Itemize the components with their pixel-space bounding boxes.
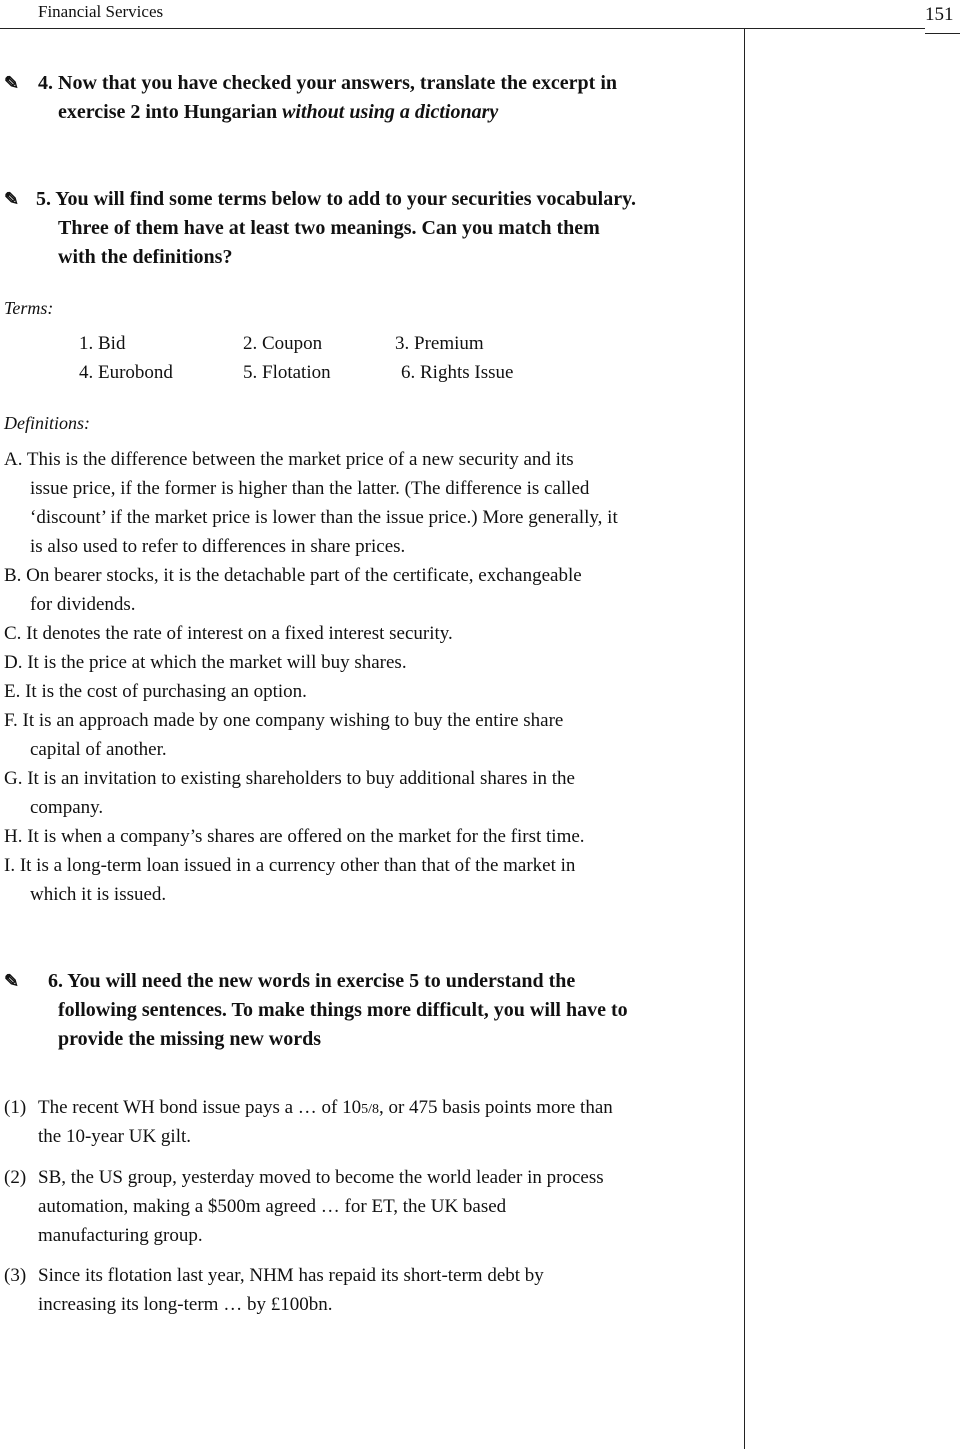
term-item: 1. Bid: [79, 333, 126, 354]
definition-line: issue price, if the former is higher than the latter. (The difference is called: [30, 478, 590, 499]
definition-line: A. This is the difference between the market price of a new security and its: [4, 449, 574, 470]
sentence-1-line-1: [38, 1097, 613, 1119]
definition-line: D. It is the price at which the market will buy shares.: [4, 652, 407, 673]
exercise-4-text-italic: without using a dictionary: [282, 101, 499, 123]
sentence-number: (1): [4, 1097, 27, 1118]
definition-line: B. On bearer stocks, it is the detachable part of the certificate, exchangeable: [4, 565, 582, 586]
sentence-2-line-3: manufacturing group.: [38, 1225, 203, 1246]
definitions-label: Definitions:: [4, 413, 90, 433]
definition-line: capital of another.: [30, 739, 167, 760]
definition-line: company.: [30, 797, 104, 818]
exercise-4-text: 4. Now that you have checked your answers, translate the excerpt in: [38, 72, 618, 94]
definition-line: ‘discount’ if the market price is lower than the issue price.) More generally, it: [30, 507, 618, 528]
definition-line: for dividends.: [30, 594, 136, 615]
exercise-5-text: 5. You will find some terms below to add to your securities vocabulary.: [36, 188, 636, 210]
sentence-3-line-1: Since its flotation last year, NHM has repaid its short-term debt by: [38, 1265, 544, 1286]
pencil-icon: ✎: [4, 73, 20, 93]
terms-label: Terms:: [4, 298, 54, 318]
page-number: 151: [925, 4, 954, 25]
exercise-6-line-2: following sentences. To make things more difficult, you will have to: [58, 999, 628, 1021]
term-item: 2. Coupon: [243, 333, 323, 354]
sentence-1-fraction: 5/8: [361, 1102, 379, 1117]
exercise-4-line-1: [4, 72, 617, 95]
pencil-icon: ✎: [4, 189, 20, 209]
header-rule: [0, 28, 925, 29]
header-title: Financial Services: [38, 2, 164, 21]
exercise-4-line-2: [58, 101, 498, 124]
exercise-6-line-1: [4, 970, 575, 993]
definition-line: G. It is an invitation to existing shareholders to buy additional shares in the: [4, 768, 575, 789]
definition-line: I. It is a long-term loan issued in a currency other than that of the market in: [4, 855, 576, 876]
pencil-icon: ✎: [4, 971, 20, 991]
sentence-3-line-2: increasing its long-term … by £100bn.: [38, 1294, 333, 1315]
definition-line: H. It is when a company’s shares are offered on the market for the first time.: [4, 826, 585, 847]
margin-rule: [744, 28, 745, 1449]
definition-line: which it is issued.: [30, 884, 167, 905]
term-item: 4. Eurobond: [79, 362, 173, 383]
term-item: 5. Flotation: [243, 362, 331, 383]
definition-line: F. It is an approach made by one company wishing to buy the entire share: [4, 710, 564, 731]
exercise-6-text: 6. You will need the new words in exercise 5 to understand the: [48, 970, 576, 992]
exercise-5-line-3: with the definitions?: [58, 246, 233, 268]
sentence-1-text-a: The recent WH bond issue pays a … of 10: [38, 1097, 362, 1118]
exercise-6-line-3: provide the missing new words: [58, 1028, 321, 1050]
exercise-4-text-plain: exercise 2 into Hungarian: [58, 101, 283, 123]
definition-line: is also used to refer to differences in share prices.: [30, 536, 406, 557]
header-rule-right: [925, 33, 960, 34]
term-item: 6. Rights Issue: [401, 362, 514, 383]
definition-line: E. It is the cost of purchasing an option.: [4, 681, 307, 702]
sentence-2-line-1: SB, the US group, yesterday moved to become the world leader in process: [38, 1167, 604, 1188]
sentence-number: (2): [4, 1167, 27, 1188]
exercise-5-line-2: Three of them have at least two meanings. Can you match them: [58, 217, 600, 239]
sentence-1-text-b: , or 475 basis points more than: [378, 1097, 613, 1118]
definition-line: C. It denotes the rate of interest on a fixed interest security.: [4, 623, 453, 644]
sentence-1-line-2: the 10-year UK gilt.: [38, 1126, 192, 1147]
sentence-2-line-2: automation, making a $500m agreed … for ET, the UK based: [38, 1196, 507, 1217]
sentence-number: (3): [4, 1265, 27, 1286]
term-item: 3. Premium: [395, 333, 484, 354]
exercise-5-line-1: [4, 188, 636, 211]
